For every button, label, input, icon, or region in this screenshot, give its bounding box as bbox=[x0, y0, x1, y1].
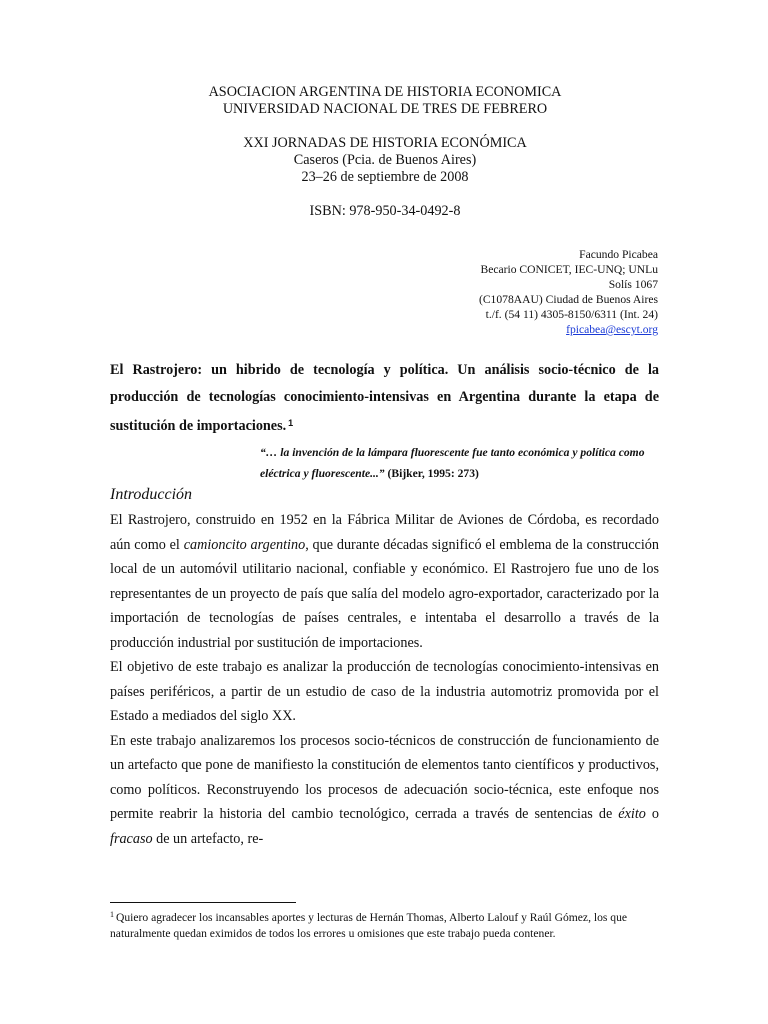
paragraph-3-text-a: En este trabajo analizaremos los procesos socio-técnicos de construcción de funcionamiento de un artefacto que pone de manifiesto la constitución de elementos tanto científicos y productivos, como políticos. Reconstruyendo los procesos de adecuación socio-técnica, este enfoque nos permite reabrir la historia del cambio tecnológico, cerrada a través de sentencias de bbox=[110, 732, 659, 822]
paragraph-1 bbox=[110, 508, 659, 655]
conference-dates: 23–26 de septiembre de 2008 bbox=[301, 169, 469, 185]
author-name: Facundo Picabea bbox=[579, 248, 658, 261]
paragraph-2: El objetivo de este trabajo es analizar la producción de tecnologías conocimiento-intensivas en países periféricos, a partir de un estudio de caso de la industria automotriz promovida por el Estado a mediados del siglo XX. bbox=[110, 659, 659, 724]
author-block bbox=[479, 247, 658, 337]
title-footnote-mark: 1 bbox=[288, 418, 294, 428]
author-email-link[interactable]: fpicabea@escyt.org bbox=[566, 323, 658, 336]
paragraph-1-text-a: El Rastrojero, construido en 1952 en la Fábrica Militar de Aviones de Córdoba, es recordado aún como el bbox=[110, 512, 659, 553]
author-affiliation: Becario CONICET, IEC-UNQ; UNLu bbox=[480, 263, 658, 276]
footnote-divider bbox=[110, 902, 296, 903]
isbn: ISBN: 978-950-34-0492-8 bbox=[309, 203, 461, 219]
association-name: ASOCIACION ARGENTINA DE HISTORIA ECONOMICA bbox=[208, 84, 562, 100]
author-city: (C1078AAU) Ciudad de Buenos Aires bbox=[478, 293, 658, 306]
university-name: UNIVERSIDAD NACIONAL DE TRES DE FEBRERO bbox=[222, 101, 548, 117]
paragraph-3 bbox=[110, 729, 659, 852]
paragraph-1-text-c: , que durante décadas significó el emblema de la construcción local de un automóvil utilitario nacional, confiable y económico. El Rastrojero fue uno de los representantes de un proyecto de país que salía del modelo agro-exportador, caracterizado por la importación de tecnologías de países centrales, e intentaba el desarrollo a través de la producción industrial por sustitución de importaciones. bbox=[110, 536, 659, 651]
paragraph-3-emphasis-fracaso: fracaso bbox=[110, 830, 153, 847]
conference-name: XXI JORNADAS DE HISTORIA ECONÓMICA bbox=[243, 135, 527, 151]
epigraph-quote: “… la invención de la lámpara fluorescente fue tanto económica y política como eléctrica y fluorescente...” bbox=[260, 446, 645, 480]
epigraph-citation: (Bijker, 1995: 273) bbox=[387, 467, 479, 480]
paper-title-text: El Rastrojero: un hibrido de tecnología y política. Un análisis socio-técnico de la producción de tecnologías conocimiento-intensivas en Argentina durante la etapa de sustitución de importaciones. bbox=[110, 362, 659, 434]
author-street: Solís 1067 bbox=[608, 278, 658, 291]
footnote-1 bbox=[110, 907, 659, 942]
epigraph bbox=[260, 442, 660, 484]
paragraph-3-text-e: de un artefacto, re- bbox=[152, 830, 264, 847]
section-heading-introduccion: Introducción bbox=[110, 486, 193, 503]
author-phone: t./f. (54 11) 4305-8150/6311 (Int. 24) bbox=[485, 308, 658, 321]
paragraph-3-emphasis-exito: éxito bbox=[618, 806, 646, 822]
paper-title bbox=[110, 357, 659, 440]
footnote-text: Quiero agradecer los incansables aportes y lecturas de Hernán Thomas, Alberto Lalouf y Raúl Gómez, los que naturalmente quedan eximidos de todos los errores u omisiones que este trabajo pueda contener. bbox=[110, 911, 628, 940]
paragraph-3-text-c: o bbox=[645, 806, 659, 822]
body-text bbox=[110, 508, 659, 851]
footnote-mark: 1 bbox=[110, 910, 114, 919]
conference-location: Caseros (Pcia. de Buenos Aires) bbox=[293, 152, 477, 168]
conference-header bbox=[110, 84, 660, 220]
paragraph-1-emphasis: camioncito argentino bbox=[183, 536, 306, 553]
